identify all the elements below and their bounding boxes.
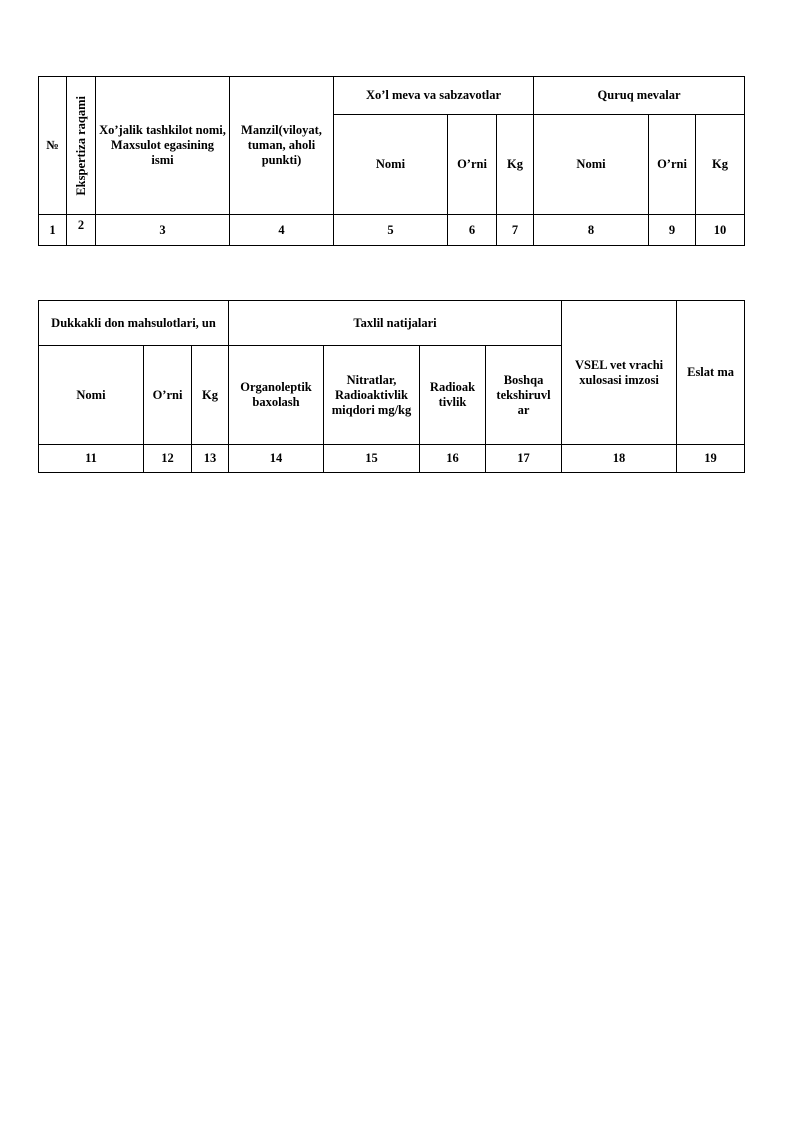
header-grain-place: O’rni [144,346,192,445]
header-dried-kg: Kg [696,115,745,215]
registry-table-part-2 [38,300,745,473]
column-number: 3 [96,215,230,246]
column-number: 16 [420,445,486,473]
column-number: 11 [39,445,144,473]
column-number: 8 [534,215,649,246]
header-grain-kg: Kg [192,346,229,445]
column-number: 13 [192,445,229,473]
column-number: 19 [677,445,745,473]
column-number: 15 [324,445,420,473]
header-organoleptic: Organoleptik baxolash [229,346,324,445]
column-number: 9 [649,215,696,246]
column-number: 14 [229,445,324,473]
column-number: 1 [39,215,67,246]
column-number: 12 [144,445,192,473]
header-organization: Xo’jalik tashkilot nomi, Maxsulot egasining ismi [96,77,230,215]
header-grain-name: Nomi [39,346,144,445]
header-dried-place: O’rni [649,115,696,215]
header-dried-name: Nomi [534,115,649,215]
column-number: 5 [334,215,448,246]
column-number: 17 [486,445,562,473]
header-grain-products: Dukkakli don mahsulotlari, un [39,301,229,346]
column-number: 7 [497,215,534,246]
header-fresh-kg: Kg [497,115,534,215]
header-vet-conclusion: VSEL vet vrachi xulosasi imzosi [562,301,677,445]
header-number: № [39,77,67,215]
column-number: 18 [562,445,677,473]
header-analysis-results: Taxlil natijalari [229,301,562,346]
registry-table-part-1 [38,76,745,246]
column-number-row [39,445,745,473]
header-expertiza-number: Ekspertiza raqami [73,95,88,196]
header-address: Manzil(viloyat, tuman, aholi punkti) [230,77,334,215]
header-fresh-produce: Xo’l meva va sabzavotlar [334,77,534,115]
column-number-row [39,215,745,246]
header-dried-fruits: Quruq mevalar [534,77,745,115]
header-fresh-name: Nomi [334,115,448,215]
column-number: 4 [230,215,334,246]
column-number: 6 [448,215,497,246]
header-radioactivity: Radioak tivlik [420,346,486,445]
header-note: Eslat ma [677,301,745,445]
column-number: 2 [67,215,96,246]
column-number: 10 [696,215,745,246]
header-other-tests: Boshqa tekshiruvl ar [486,346,562,445]
header-nitrates: Nitratlar, Radioaktivlik miqdori mg/kg [324,346,420,445]
header-expertiza-cell [67,77,96,215]
header-fresh-place: O’rni [448,115,497,215]
